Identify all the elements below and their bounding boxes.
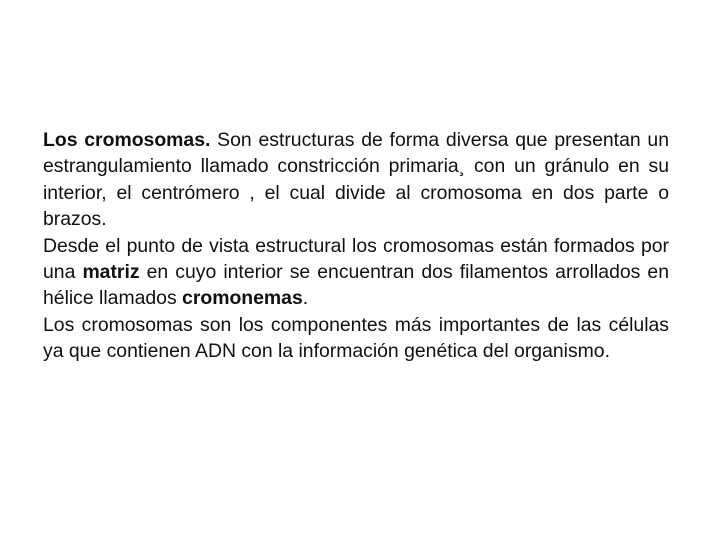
paragraph-structure	[43, 233, 669, 312]
paragraph-structure-end: .	[302, 287, 309, 310]
body-text	[43, 127, 669, 365]
paragraph-structure-mid: en cuyo interior se encuentran dos filamentos arrollados en hélice llamados	[43, 261, 669, 310]
paragraph-importance: Los cromosomas son los componentes más importantes de las células ya que contienen ADN con la información genética del organismo.	[43, 313, 669, 363]
paragraph-definition	[43, 127, 669, 233]
paragraph-definition-text: Son estructuras de forma diversa que presentan un estrangulamiento llamado constricción primaria¸ con un gránulo en su interior, el centrómero , el cual divide al cromosoma en dos parte o brazos.	[43, 129, 670, 231]
term-matriz: matriz	[82, 261, 140, 284]
term-cromosomas: Los cromosomas.	[43, 129, 211, 151]
term-cromonemas: cromonemas	[182, 287, 303, 310]
paragraph-structure-lead: Desde el punto de vista estructural los cromosomas están formados por una	[43, 234, 669, 284]
